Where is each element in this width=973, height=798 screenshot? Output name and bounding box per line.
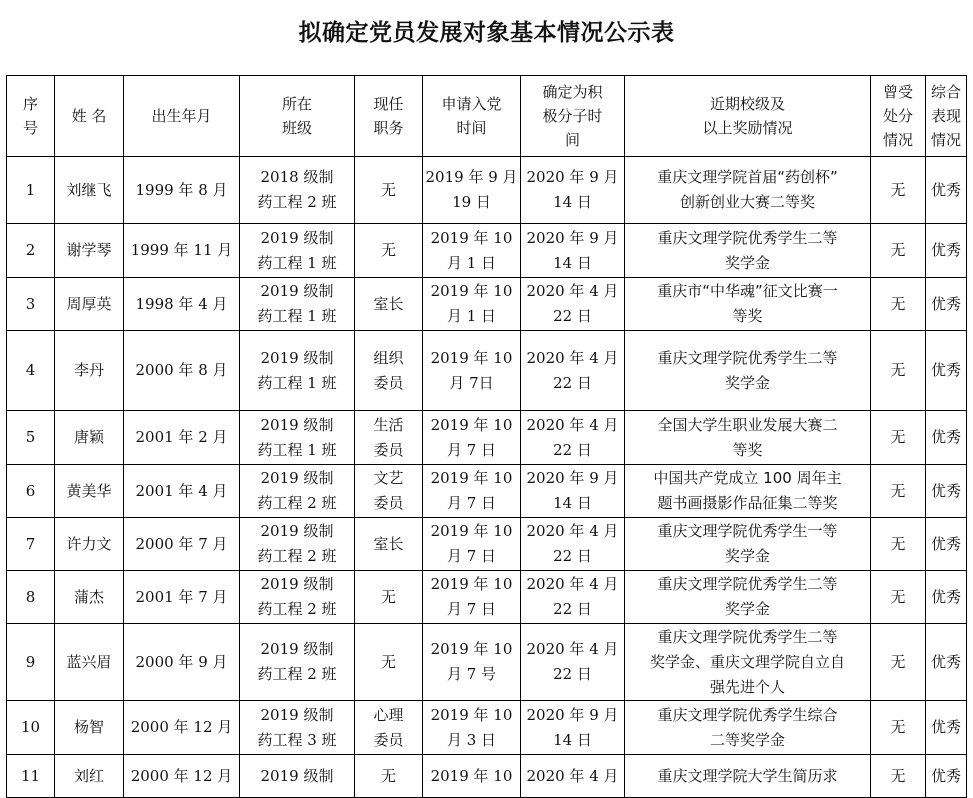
cell-awards: 重庆文理学院优秀学生一等 奖学金: [625, 518, 871, 571]
cell-apply-date: 2019 年 10 月 7 号: [423, 624, 521, 701]
cell-role: 无: [355, 571, 423, 624]
cell-class: 2019 级制 药工程 2 班: [240, 624, 355, 701]
cell-name: 蓝兴眉: [55, 624, 124, 701]
header-row: [7, 76, 967, 157]
cell-role: 生活 委员: [355, 411, 423, 465]
cell-seq: 3: [7, 278, 55, 331]
header-birth: 出生年月: [124, 76, 240, 157]
header-punishment: 曾受 处分 情况: [871, 76, 926, 157]
cell-role: 室长: [355, 518, 423, 571]
candidates-table: [6, 75, 967, 798]
cell-awards: 全国大学生职业发展大赛二 等奖: [625, 411, 871, 465]
cell-performance: 优秀: [926, 331, 967, 411]
cell-activist-date: 2020 年 4 月 22 日: [521, 278, 625, 331]
cell-performance: 优秀: [926, 278, 967, 331]
cell-awards: 重庆市“中华魂”征文比赛一 等奖: [625, 278, 871, 331]
cell-performance: 优秀: [926, 518, 967, 571]
cell-performance: 优秀: [926, 571, 967, 624]
cell-performance: 优秀: [926, 701, 967, 755]
table-row: [7, 518, 967, 571]
cell-class: 2019 级制 药工程 2 班: [240, 465, 355, 518]
cell-seq: 10: [7, 701, 55, 755]
header-seq: 序 号: [7, 76, 55, 157]
cell-punishment: 无: [871, 518, 926, 571]
header-class: 所在 班级: [240, 76, 355, 157]
table-row: [7, 571, 967, 624]
cell-seq: 7: [7, 518, 55, 571]
cell-activist-date: 2020 年 9 月 14 日: [521, 224, 625, 278]
cell-birth-date: 2001 年 2 月: [124, 411, 240, 465]
cell-name: 许力文: [55, 518, 124, 571]
cell-name: 谢学琴: [55, 224, 124, 278]
cell-birth-date: 2001 年 4 月: [124, 465, 240, 518]
cell-punishment: 无: [871, 701, 926, 755]
cell-performance: 优秀: [926, 624, 967, 701]
cell-birth-date: 1999 年 11 月: [124, 224, 240, 278]
cell-class: 2019 级制 药工程 2 班: [240, 571, 355, 624]
cell-class: 2019 级制 药工程 1 班: [240, 331, 355, 411]
cell-awards: 重庆文理学院首届“药创杯” 创新创业大赛二等奖: [625, 157, 871, 224]
cell-birth-date: 2000 年 12 月: [124, 701, 240, 755]
cell-activist-date: 2020 年 9 月 14 日: [521, 465, 625, 518]
cell-birth-date: 2000 年 7 月: [124, 518, 240, 571]
cell-birth-date: 2000 年 8 月: [124, 331, 240, 411]
cell-apply-date: 2019 年 10 月 1 日: [423, 278, 521, 331]
header-activist-date: 确定为积 极分子时 间: [521, 76, 625, 157]
cell-punishment: 无: [871, 331, 926, 411]
header-name: 姓 名: [55, 76, 124, 157]
cell-seq: 11: [7, 755, 55, 798]
cell-class: 2019 级制 药工程 1 班: [240, 278, 355, 331]
cell-awards: 重庆文理学院优秀学生二等 奖学金: [625, 571, 871, 624]
cell-awards: 重庆文理学院大学生简历求: [625, 755, 871, 798]
cell-birth-date: 1999 年 8 月: [124, 157, 240, 224]
cell-name: 唐颖: [55, 411, 124, 465]
table-body: [7, 157, 967, 798]
cell-apply-date: 2019 年 10 月 7 日: [423, 465, 521, 518]
cell-role: 心理 委员: [355, 701, 423, 755]
cell-punishment: 无: [871, 157, 926, 224]
table-row: [7, 411, 967, 465]
cell-seq: 5: [7, 411, 55, 465]
table-row: [7, 224, 967, 278]
cell-birth-date: 1998 年 4 月: [124, 278, 240, 331]
header-apply-date: 申请入党 时间: [423, 76, 521, 157]
cell-performance: 优秀: [926, 411, 967, 465]
cell-punishment: 无: [871, 411, 926, 465]
cell-activist-date: 2020 年 4 月 22 日: [521, 331, 625, 411]
cell-performance: 优秀: [926, 157, 967, 224]
table-row: [7, 465, 967, 518]
cell-punishment: 无: [871, 624, 926, 701]
cell-birth-date: 2000 年 12 月: [124, 755, 240, 798]
cell-name: 杨智: [55, 701, 124, 755]
cell-activist-date: 2020 年 4 月 22 日: [521, 624, 625, 701]
cell-seq: 2: [7, 224, 55, 278]
cell-performance: 优秀: [926, 755, 967, 798]
cell-seq: 4: [7, 331, 55, 411]
cell-apply-date: 2019 年 10 月 3 日: [423, 701, 521, 755]
table-row: [7, 701, 967, 755]
cell-performance: 优秀: [926, 465, 967, 518]
cell-role: 文艺 委员: [355, 465, 423, 518]
cell-awards: 重庆文理学院优秀学生二等 奖学金: [625, 224, 871, 278]
cell-seq: 6: [7, 465, 55, 518]
cell-class: 2019 级制 药工程 3 班: [240, 701, 355, 755]
table-row: [7, 157, 967, 224]
cell-class: 2019 级制 药工程 2 班: [240, 518, 355, 571]
cell-apply-date: 2019 年 10 月 7日: [423, 331, 521, 411]
cell-role: 无: [355, 755, 423, 798]
cell-punishment: 无: [871, 278, 926, 331]
cell-name: 黄美华: [55, 465, 124, 518]
cell-class: 2019 级制: [240, 755, 355, 798]
cell-apply-date: 2019 年 10 月 1 日: [423, 224, 521, 278]
cell-punishment: 无: [871, 465, 926, 518]
cell-awards: 重庆文理学院优秀学生综合 二等奖学金: [625, 701, 871, 755]
cell-class: 2019 级制 药工程 1 班: [240, 411, 355, 465]
cell-seq: 9: [7, 624, 55, 701]
cell-performance: 优秀: [926, 224, 967, 278]
header-awards: 近期校级及 以上奖励情况: [625, 76, 871, 157]
cell-apply-date: 2019 年 10 月 7 日: [423, 571, 521, 624]
cell-apply-date: 2019 年 10 月 7 日: [423, 411, 521, 465]
cell-role: 室长: [355, 278, 423, 331]
cell-role: 无: [355, 624, 423, 701]
cell-role: 无: [355, 157, 423, 224]
cell-name: 蒲杰: [55, 571, 124, 624]
cell-apply-date: 2019 年 10 月 7 日: [423, 518, 521, 571]
cell-name: 刘继飞: [55, 157, 124, 224]
cell-awards: 中国共产党成立 100 周年主 题书画摄影作品征集二等奖: [625, 465, 871, 518]
page-title: 拟确定党员发展对象基本情况公示表: [298, 20, 675, 46]
cell-name: 刘红: [55, 755, 124, 798]
cell-birth-date: 2000 年 9 月: [124, 624, 240, 701]
cell-class: 2019 级制 药工程 1 班: [240, 224, 355, 278]
table-row: [7, 331, 967, 411]
cell-activist-date: 2020 年 4 月 22 日: [521, 411, 625, 465]
cell-awards: 重庆文理学院优秀学生二等 奖学金、重庆文理学院自立自 强先进个人: [625, 624, 871, 701]
table-row: [7, 624, 967, 701]
cell-apply-date: 2019 年 9 月 19 日: [423, 157, 521, 224]
cell-punishment: 无: [871, 224, 926, 278]
cell-name: 李丹: [55, 331, 124, 411]
cell-activist-date: 2020 年 4 月 22 日: [521, 571, 625, 624]
cell-punishment: 无: [871, 755, 926, 798]
cell-awards: 重庆文理学院优秀学生二等 奖学金: [625, 331, 871, 411]
cell-activist-date: 2020 年 9 月 14 日: [521, 701, 625, 755]
cell-birth-date: 2001 年 7 月: [124, 571, 240, 624]
cell-class: 2018 级制 药工程 2 班: [240, 157, 355, 224]
cell-role: 组织 委员: [355, 331, 423, 411]
table-row: [7, 755, 967, 798]
cell-seq: 8: [7, 571, 55, 624]
cell-activist-date: 2020 年 4 月: [521, 755, 625, 798]
cell-apply-date: 2019 年 10: [423, 755, 521, 798]
cell-activist-date: 2020 年 9 月 14 日: [521, 157, 625, 224]
table-row: [7, 278, 967, 331]
cell-activist-date: 2020 年 4 月 22 日: [521, 518, 625, 571]
header-performance: 综合 表现 情况: [926, 76, 967, 157]
cell-name: 周厚英: [55, 278, 124, 331]
cell-role: 无: [355, 224, 423, 278]
header-role: 现任 职务: [355, 76, 423, 157]
cell-seq: 1: [7, 157, 55, 224]
cell-punishment: 无: [871, 571, 926, 624]
